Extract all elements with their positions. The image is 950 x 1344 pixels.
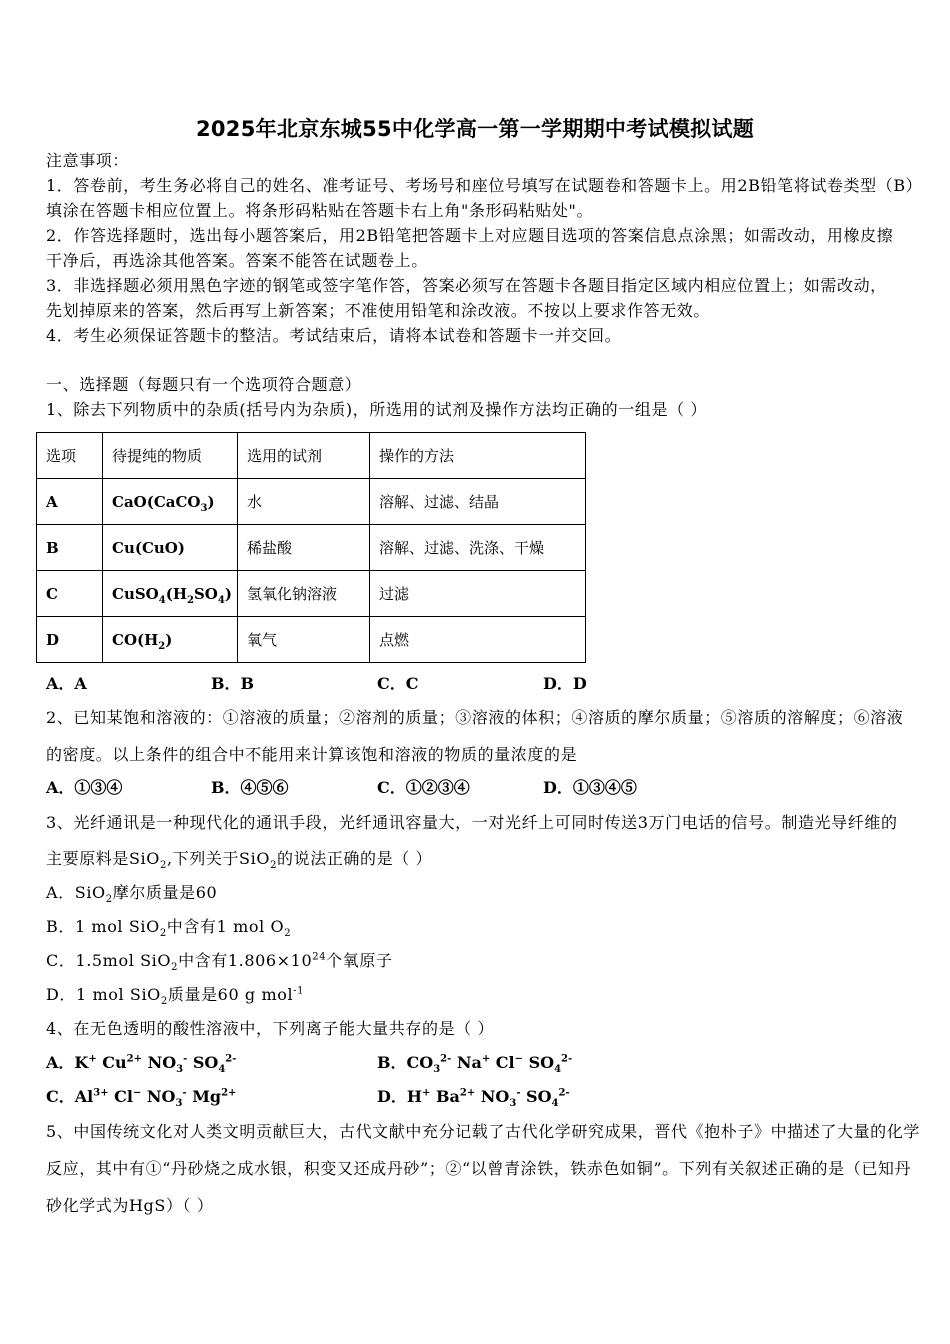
notice-line: 3．非选择题必须用黑色字迹的钢笔或签字笔作答，答案必须写在答题卡各题目指定区域内相应位置上；如需改动， (46, 276, 887, 295)
question-5-stem: 反应，其中有①“丹砂烧之成水银，积变又还成丹砂”；②“以曾青涂铁，铁赤色如铜”。下列有关叙述正确的是（已知丹 (46, 1159, 912, 1178)
option-a: A．①③④ (46, 778, 123, 797)
question-1-table (36, 432, 586, 663)
table-cell: 稀盐酸 (238, 525, 370, 571)
notice-line: 先划掉原来的答案，然后再写上新答案；不准使用铅笔和涂改液。不按以上要求作答无效。 (46, 301, 711, 320)
option-b: B．B (211, 674, 255, 693)
notice-line: 1．答卷前，考生务必将自己的姓名、准考证号、考场号和座位号填写在试题卷和答题卡上。用2B铅笔将试卷类型（B） (46, 176, 923, 195)
option-a: A．SiO$_2$摩尔质量是60 (46, 883, 218, 906)
table-cell: C (37, 571, 103, 617)
table-header: 待提纯的物质 (103, 433, 238, 479)
table-row (37, 525, 586, 571)
option-c: C．C (377, 674, 419, 693)
table-row (37, 479, 586, 525)
table-row (37, 617, 586, 663)
notice-line: 4．考生必须保证答题卡的整洁。考试结束后，请将本试卷和答题卡一并交回。 (46, 326, 622, 345)
option-d: D．D (543, 674, 587, 693)
table-header: 操作的方法 (370, 433, 586, 479)
table-cell: 氧气 (238, 617, 370, 663)
notice-line: 2．作答选择题时，选出每小题答案后，用2B铅笔把答题卡上对应题目选项的答案信息点涂黑；如需改动，用橡皮擦 (46, 226, 894, 245)
table-cell: $CO(H_2)$ (103, 617, 238, 663)
option-c: C．$Al^{3+}$ Cl− $NO_3^-$ $Mg^{2+}$ (46, 1087, 237, 1110)
option-d: D．1 mol SiO$_2$质量是60 g mol$^{-1}$ (46, 985, 305, 1008)
table-cell: B (37, 525, 103, 571)
table-header: 选用的试剂 (238, 433, 370, 479)
question-1-stem: 1、除去下列物质中的杂质(括号内为杂质)，所选用的试剂及操作方法均正确的一组是（ ） (46, 400, 707, 419)
question-2-stem: 的密度。以上条件的组合中不能用来计算该饱和溶液的物质的量浓度的是 (46, 745, 578, 764)
option-d: D．①③④⑤ (543, 778, 637, 797)
table-cell: CaO(CaCO$_3$) (103, 479, 238, 525)
table-header-row (37, 433, 586, 479)
section-heading: 一、选择题（每题只有一个选项符合题意） (46, 375, 362, 394)
notice-line: 干净后，再选涂其他答案。答案不能答在试题卷上。 (46, 251, 428, 270)
question-5-stem: 砂化学式为HgS）（ ） (46, 1196, 214, 1215)
table-cell: 点燃 (370, 617, 586, 663)
table-cell: 溶解、过滤、洗涤、干燥 (370, 525, 586, 571)
table-cell: 氢氧化钠溶液 (238, 571, 370, 617)
table-cell: 水 (238, 479, 370, 525)
notice-heading: 注意事项： (46, 151, 130, 170)
page-title: 2025年北京东城55中化学高一第一学期期中考试模拟试题 (195, 117, 755, 141)
option-b: B．1 mol SiO$_2$中含有1 mol $O_2$ (46, 917, 292, 940)
option-a: A．A (46, 674, 87, 693)
question-2-stem: 2、已知某饱和溶液的：①溶液的质量；②溶剂的质量；③溶液的体积；④溶质的摩尔质量；⑤溶质的溶解度；⑥溶液 (46, 708, 904, 727)
option-c: C．1.5mol SiO$_2$中含有$1.806\times 10^{24}$个氧原子 (46, 951, 393, 974)
option-c: C．①②③④ (377, 778, 470, 797)
table-cell: D (37, 617, 103, 663)
question-5-stem: 5、中国传统文化对人类文明贡献巨大，古代文献中充分记载了古代化学研究成果，晋代《抱朴子》中描述了大量的化学 (46, 1122, 920, 1141)
table-cell: Cu(CuO) (103, 525, 238, 571)
notice-line: 填涂在答题卡相应位置上。将条形码粘贴在答题卡右上角"条形码粘贴处"。 (46, 201, 594, 220)
option-b: B．④⑤⑥ (211, 778, 289, 797)
question-3-stem: 主要原料是SiO$_2$,下列关于SiO$_2$的说法正确的是（ ） (46, 849, 433, 872)
option-a: A．K+ $Cu^{2+}$ $NO_3^-$ $SO_4^{2-}$ (46, 1053, 237, 1076)
question-4-stem: 4、在无色透明的酸性溶液中，下列离子能大量共存的是（ ） (46, 1019, 495, 1038)
table-cell: $CuSO_4(H_2SO_4)$ (103, 571, 238, 617)
table-cell: A (37, 479, 103, 525)
table-row (37, 571, 586, 617)
option-d: D．H+ $Ba^{2+}$ $NO_3^-$ $SO_4^{2-}$ (377, 1087, 570, 1110)
table-cell: 溶解、过滤、结晶 (370, 479, 586, 525)
question-3-stem: 3、光纤通讯是一种现代化的通讯手段，光纤通讯容量大，一对光纤上可同时传送3万门电话的信号。制造光导纤维的 (46, 813, 898, 832)
table-header: 选项 (37, 433, 103, 479)
table-cell: 过滤 (370, 571, 586, 617)
option-b: B．$CO_3^{2-}$ Na+ Cl− $SO_4^{2-}$ (377, 1053, 573, 1076)
